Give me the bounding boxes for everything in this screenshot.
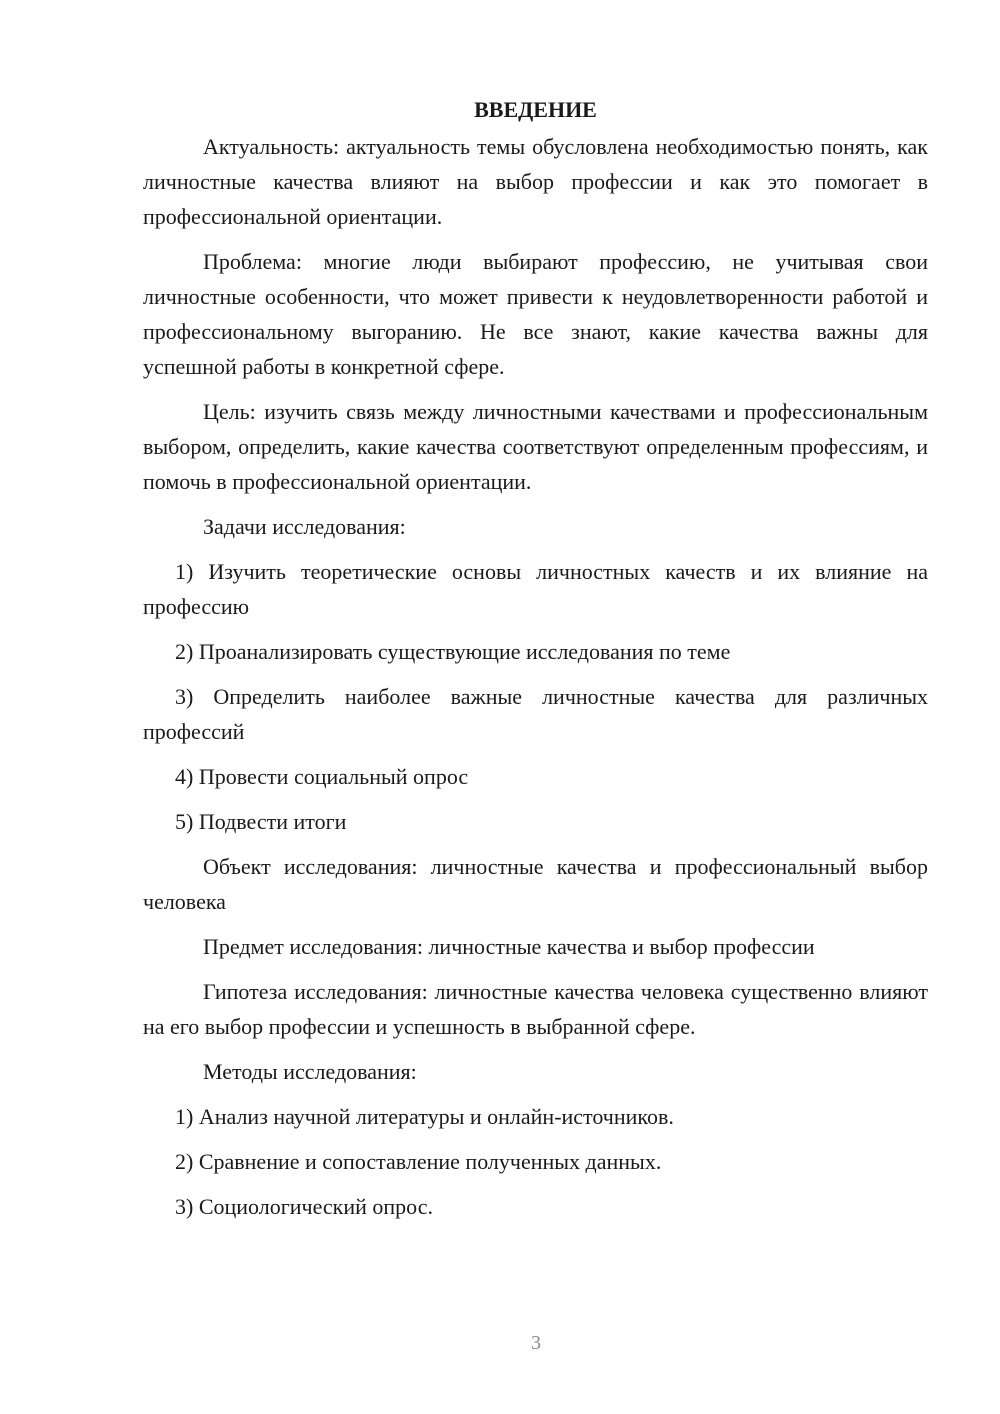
goal-paragraph: Цель: изучить связь между личностными качествами и профессиональным выбором, определить, какие качества соответствуют определенным профессиям, и помочь в профессиональной ориентации.: [143, 399, 928, 494]
tasks-heading: Задачи исследования:: [203, 514, 406, 539]
task-item-1: 1) Изучить теоретические основы личностных качеств и их влияние на профессию: [143, 559, 928, 619]
subject-paragraph: Предмет исследования: личностные качества и выбор профессии: [203, 934, 815, 959]
method-item-1: 1) Анализ научной литературы и онлайн-источников.: [175, 1104, 674, 1129]
methods-heading: Методы исследования:: [203, 1059, 417, 1084]
task-item-2: 2) Проанализировать существующие исследования по теме: [175, 639, 731, 664]
task-item-5: 5) Подвести итоги: [175, 809, 347, 834]
object-paragraph: Объект исследования: личностные качества и профессиональный выбор человека: [143, 854, 928, 914]
task-item-3: 3) Определить наиболее важные личностные качества для различных профессий: [143, 684, 928, 744]
page-title: ВВЕДЕНИЕ: [474, 97, 597, 122]
method-item-3: 3) Социологический опрос.: [175, 1194, 433, 1219]
hypothesis-paragraph: Гипотеза исследования: личностные качества человека существенно влияют на его выбор профессии и успешность в выбранной сфере.: [143, 979, 928, 1039]
document-page: [143, 92, 928, 1234]
problem-paragraph: Проблема: многие люди выбирают профессию, не учитывая свои личностные особенности, что может привести к неудовлетворенности работой и профессиональному выгоранию. Не все знают, какие качества важны для успешной работы в конкретной сфере.: [143, 249, 928, 379]
method-item-2: 2) Сравнение и сопоставление полученных данных.: [175, 1149, 662, 1174]
page-number: 3: [531, 1332, 541, 1354]
relevance-paragraph: Актуальность: актуальность темы обусловлена необходимостью понять, как личностные качества влияют на выбор профессии и как это помогает в профессиональной ориентации.: [143, 134, 928, 229]
task-item-4: 4) Провести социальный опрос: [175, 764, 469, 789]
